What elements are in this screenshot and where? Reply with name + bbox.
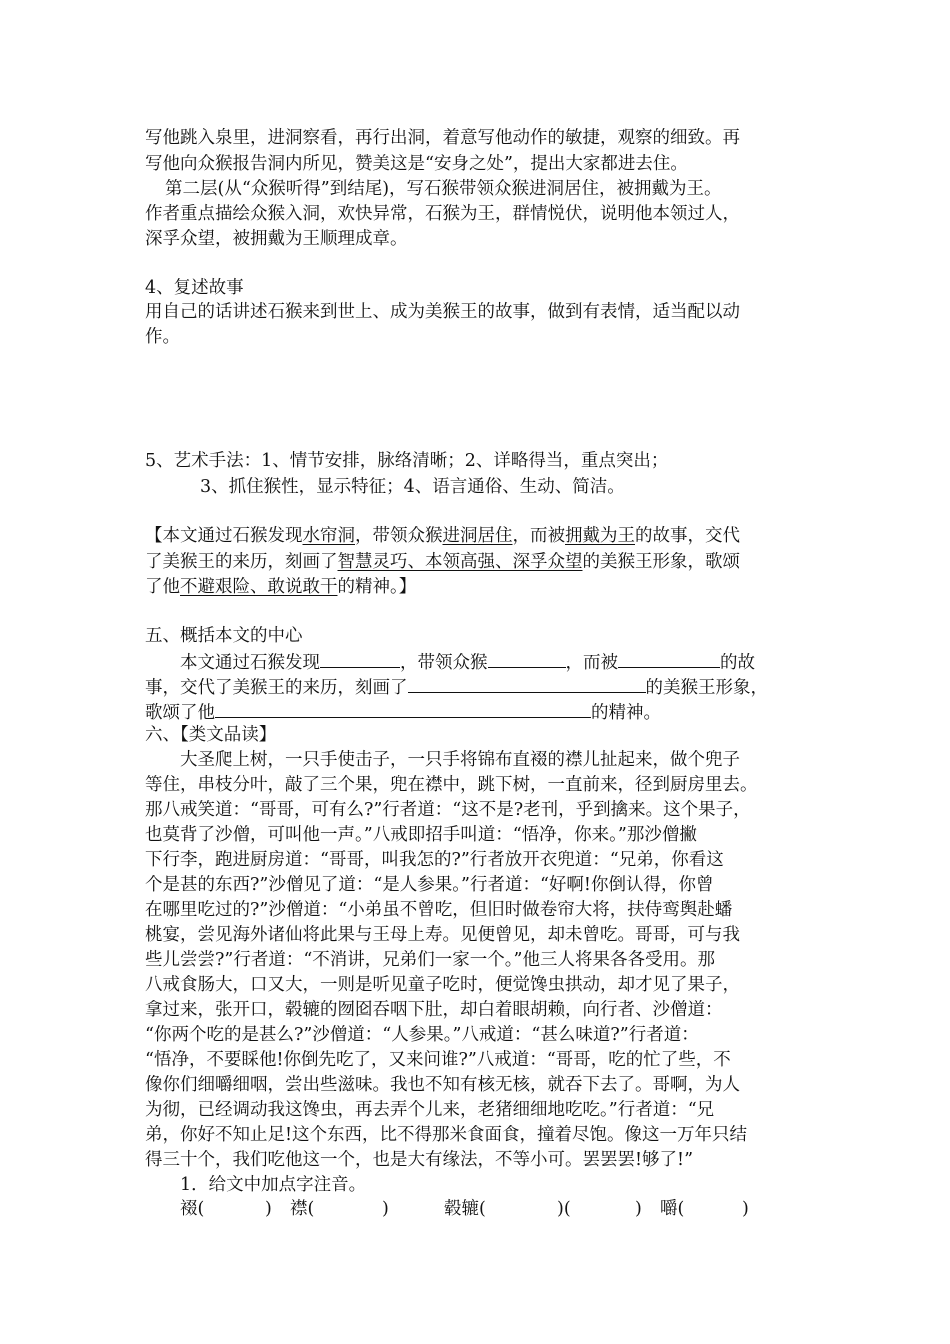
- fill-text: 本文通过石猴发现: [180, 653, 320, 673]
- reading-line: 也莫背了沙僧，可叫他一声。”八戒即招手叫道：“悟净，你来。”那沙僧撇: [145, 825, 697, 845]
- art-line-2: 3、抓住猴性，显示特征；4、语言通俗、生动、简洁。: [200, 477, 625, 497]
- analysis-line-5: 深孚众望，被拥戴为王顺理成章。: [145, 229, 408, 249]
- answer-blank[interactable]: [488, 649, 566, 668]
- answer-word: 毂辘(: [444, 1199, 486, 1219]
- answer-word: 裰(: [180, 1199, 205, 1219]
- section5-line-2: [145, 674, 815, 700]
- analysis-line-4: 作者重点描绘众猴入洞，欢快异常，石猴为王，群情悦伏，说明他本领过人，: [145, 204, 740, 224]
- answer-blank[interactable]: [618, 649, 720, 668]
- reading-line: 像你们细嚼细咽，尝出些滋味。我也不知有核无核，就吞下去了。哥啊，为人: [145, 1075, 740, 1095]
- reading-line: 得三十个，我们吃他这一个，也是大有缘法，不等小可。罢罢罢!够了!”: [145, 1150, 694, 1170]
- summary-text: 的精神。】: [337, 577, 417, 597]
- reading-line: 大圣爬上树，一只手使击子，一只手将锦布直裰的襟儿扯起来，做个兜子: [180, 750, 740, 770]
- retell-line-2: 作。: [145, 327, 180, 347]
- summary-underline: 智慧灵巧、本领高强、深孚众望: [337, 552, 583, 572]
- retell-line-1: 用自己的话讲述石猴来到世上、成为美猴王的故事，做到有表情，适当配以动: [145, 302, 740, 322]
- answer-word: 襟(: [290, 1199, 315, 1219]
- summary-underline: 水帘洞: [302, 526, 355, 546]
- reading-line: 些儿尝尝?”行者道：“不消讲，兄弟们一家一个。”他三人将果各各受用。那: [145, 950, 715, 970]
- answer-close[interactable]: )(: [557, 1199, 571, 1219]
- reading-line: 在哪里吃过的?”沙僧道：“小弟虽不曾吃，但旧时做卷帘大将，扶侍鸾舆赴蟠: [145, 900, 733, 920]
- reading-line: 下行李，跑进厨房道：“哥哥，叫我怎的?”行者放开衣兜道：“兄弟，你看这: [145, 850, 724, 870]
- summary-text: 的美猴王形象，歌颂: [582, 552, 740, 572]
- reading-line: 那八戒笑道：“哥哥，可有么?”行者道：“这不是?老刊，乎到擒来。这个果子，: [145, 800, 751, 820]
- answer-blank[interactable]: [215, 699, 591, 718]
- answer-blank[interactable]: [320, 649, 400, 668]
- question-1: 1．给文中加点字注音。: [180, 1175, 367, 1195]
- section6-heading: 六、【类文品读】: [145, 725, 277, 745]
- summary-underline: 拥戴为王: [565, 526, 635, 546]
- answer-close[interactable]: ): [742, 1199, 749, 1219]
- reading-line: 弟，你好不知止足!这个东西，比不得那米食面食，撞着尽饱。像这一万年只结: [145, 1125, 748, 1145]
- reading-line: 拿过来，张开口，毂辘的囫囵吞咽下肚，却白着眼胡赖，向行者、沙僧道：: [145, 1000, 723, 1020]
- section5-heading: 五、概括本文的中心: [145, 626, 303, 646]
- summary-text: 了美猴王的来历，刻画了: [145, 552, 338, 572]
- reading-line: 八戒食肠大，口又大，一则是听见童子吃时，便觉馋虫拱动，却才见了果子，: [145, 975, 740, 995]
- summary-text: 了他: [145, 577, 180, 597]
- reading-line: 桃宴，尝见海外诸仙将此果与王母上寿。见便曾见，却未曾吃。哥哥，可与我: [145, 925, 740, 945]
- reading-line: “你两个吃的是甚么?”沙僧道：“人参果。”八戒道：“甚么味道?”行者道：: [145, 1025, 699, 1045]
- analysis-line-3: 第二层(从“众猴听得”到结尾)，写石猴带领众猴进洞居住，被拥戴为王。: [165, 179, 722, 199]
- fill-text: ，带领众猴: [400, 653, 488, 673]
- reading-line: 等住，串枝分叶，敲了三个果，兜在襟中，跳下树，一直前来，径到厨房里去。: [145, 775, 758, 795]
- summary-line-1: [145, 524, 815, 548]
- reading-line: “悟净，不要睬他!你倒先吃了，又来问谁?”八戒道：“哥哥，吃的忙了些，不: [145, 1050, 731, 1070]
- answer-close[interactable]: ): [265, 1199, 272, 1219]
- section5-line-1: [180, 649, 850, 675]
- section5-line-3: [145, 699, 815, 725]
- fill-text: ，而被: [565, 653, 618, 673]
- answer-close[interactable]: ): [382, 1199, 389, 1219]
- analysis-line-2: 写他向众猴报告洞内所见，赞美这是“安身之处”，提出大家都进去住。: [145, 154, 688, 174]
- fill-text: 歌颂了他: [145, 703, 215, 723]
- summary-line-2: [145, 550, 815, 574]
- reading-line: 为彻，已经调动我这馋虫，再去弄个儿来，老猪细细地吃吃。”行者道：“兄: [145, 1100, 715, 1120]
- analysis-line-1: 写他跳入泉里，进洞察看，再行出洞，着意写他动作的敏捷，观察的细致。再: [145, 128, 740, 148]
- retell-heading: 4、复述故事: [145, 278, 244, 298]
- summary-text: 的故事，交代: [635, 526, 740, 546]
- summary-underline: 不避艰险、敢说敢干: [180, 577, 338, 597]
- answer-close[interactable]: ): [635, 1199, 642, 1219]
- art-line-1: 5、艺术手法：1、情节安排，脉络清晰；2、详略得当，重点突出；: [145, 451, 669, 471]
- fill-text: 的故: [720, 653, 755, 673]
- summary-text: ，带领众猴: [355, 526, 443, 546]
- reading-line: 个是甚的东西?”沙僧见了道：“是人参果。”行者道：“好啊!你倒认得，你曾: [145, 875, 714, 895]
- answer-word: 嚼(: [660, 1199, 685, 1219]
- summary-underline: 进洞居住: [442, 526, 513, 546]
- fill-text: 的美猴王形象，: [645, 678, 768, 698]
- summary-text: 【本文通过石猴发现: [145, 526, 303, 546]
- answer-blank[interactable]: [408, 674, 646, 693]
- summary-line-3: [145, 575, 815, 599]
- fill-text: 的精神。: [591, 703, 661, 723]
- summary-text: ，而被: [512, 526, 565, 546]
- fill-text: 事，交代了美猴王的来历，刻画了: [145, 678, 408, 698]
